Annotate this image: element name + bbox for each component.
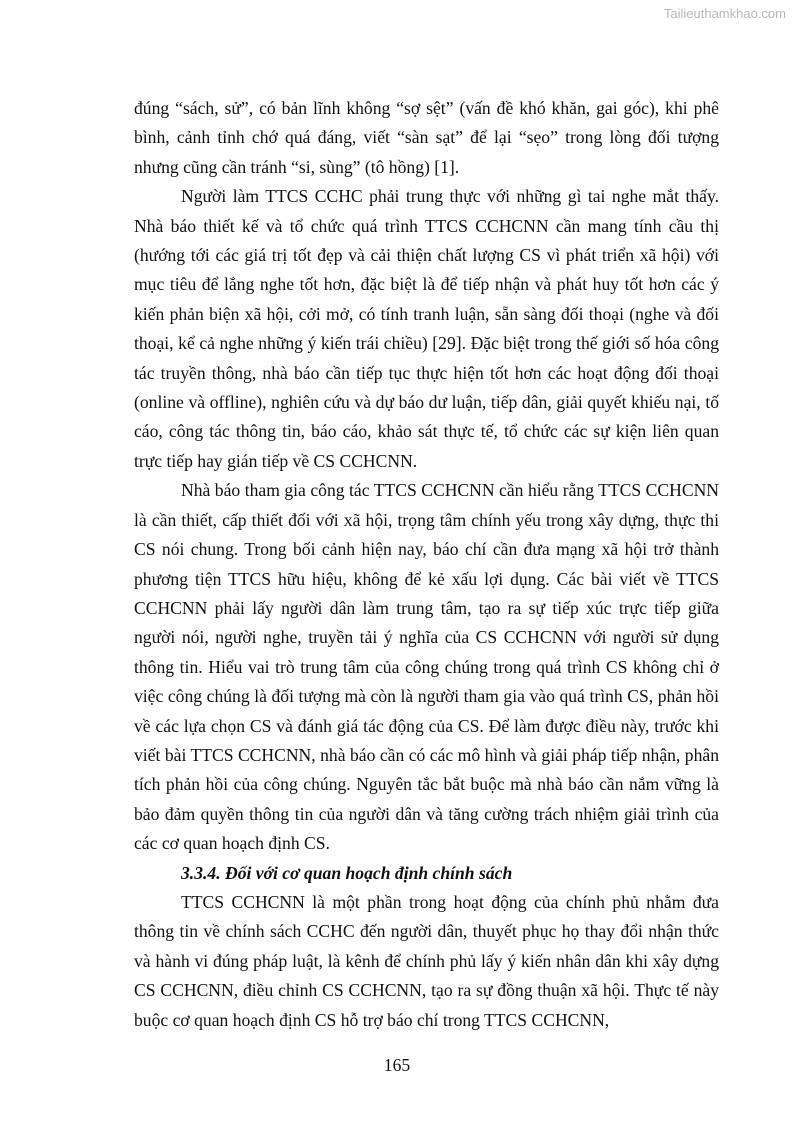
page-body — [134, 94, 719, 1035]
paragraph-3: Nhà báo tham gia công tác TTCS CCHCNN cần hiểu rằng TTCS CCHCNN là cần thiết, cấp thiết đối với xã hội, trọng tâm chính yếu trong xây dựng, thực thi CS nói chung. Trong bối cảnh hiện nay, báo chí cần đưa mạng xã hội trở thành phương tiện TTCS hữu hiệu, không để kẻ xấu lợi dụng. Các bài viết về TTCS CCHCNN phải lấy người dân làm trung tâm, tạo ra sự tiếp xúc trực tiếp giữa người nói, người nghe, truyền tải ý nghĩa của CS CCHCNN với người sử dụng thông tin. Hiểu vai trò trung tâm của công chúng trong quá trình CS không chỉ ở việc công chúng là đối tượng mà còn là người tham gia vào quá trình CS, phản hồi về các lựa chọn CS và đánh giá tác động của CS. Để làm được điều này, trước khi viết bài TTCS CCHCNN, nhà báo cần có các mô hình và giải pháp tiếp nhận, phân tích phản hồi của công chúng. Nguyên tắc bắt buộc mà nhà báo cần nắm vững là bảo đảm quyền thông tin của người dân và tăng cường trách nhiệm giải trình của các cơ quan hoạch định CS. — [134, 480, 719, 854]
section-heading: 3.3.4. Đối với cơ quan hoạch định chính sách — [181, 862, 513, 883]
watermark: Tailieuthamkhao.com — [663, 6, 786, 21]
page-number: 165 — [383, 1055, 411, 1075]
paragraph-1: đúng “sách, sử”, có bản lĩnh không “sợ sệt” (vấn đề khó khăn, gai góc), khi phê bình, cảnh tỉnh chớ quá đáng, viết “sàn sạt” để lại “sẹo” trong lòng đối tượng nhưng cũng cần tránh “si, sùng” (tô hồng) [1]. — [134, 98, 719, 177]
paragraph-4: TTCS CCHCNN là một phần trong hoạt động của chính phủ nhằm đưa thông tin về chính sách CCHC đến người dân, thuyết phục họ thay đổi nhận thức và hành vi đúng pháp luật, là kênh để chính phủ lấy ý kiến nhân dân khi xây dựng CS CCHCNN, điều chỉnh CS CCHCNN, tạo ra sự đồng thuận xã hội. Thực tế này buộc cơ quan hoạch định CS hỗ trợ báo chí trong TTCS CCHCNN, — [134, 891, 719, 1030]
paragraph-2: Người làm TTCS CCHC phải trung thực với những gì tai nghe mắt thấy. Nhà báo thiết kế và tổ chức quá trình TTCS CCHCNN cần mang tính cầu thị (hướng tới các giá trị tốt đẹp và cải thiện chất lượng CS vì phát triển xã hội) với mục tiêu để lắng nghe tốt hơn, đặc biệt là để tiếp nhận và phát huy tốt hơn các ý kiến phản biện xã hội, cởi mở, có tính tranh luận, sẵn sàng đối thoại (nghe và đối thoại, kể cả nghe những ý kiến trái chiều) [29]. Đặc biệt trong thế giới số hóa công tác truyền thông, nhà báo cần tiếp tục thực hiện tốt hơn các hoạt động đối thoại (online và offline), nghiên cứu và dự báo dư luận, tiếp dân, giải quyết khiếu nại, tố cáo, công tác thông tin, báo cáo, khảo sát thực tế, tổ chức các sự kiện liên quan trực tiếp hay gián tiếp về CS CCHCNN. — [134, 186, 719, 471]
